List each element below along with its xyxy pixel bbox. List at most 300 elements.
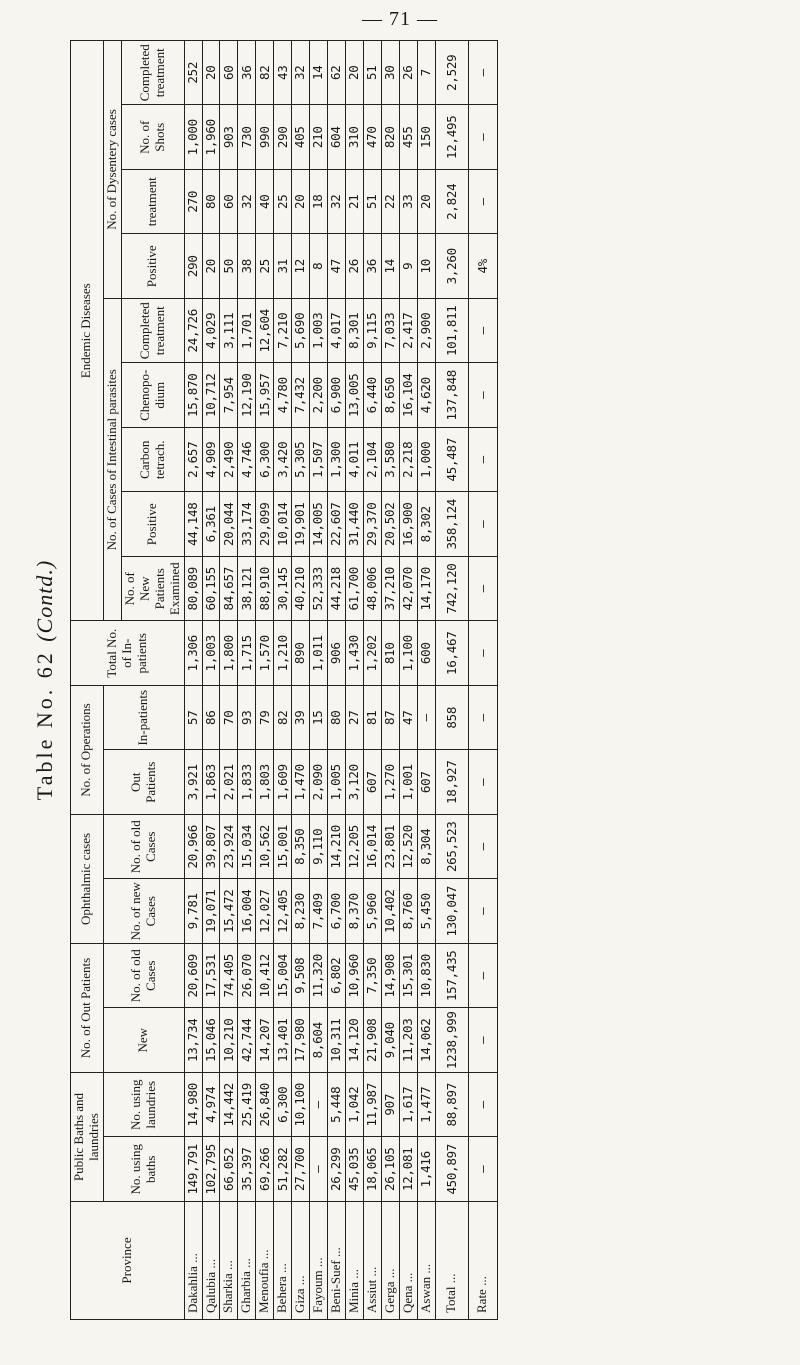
cell-d-pos: 9 [399,234,417,299]
cell-d-treat: 80 [202,170,220,235]
cell-op-out: 2,090 [310,750,328,815]
cell-op-in: 86 [202,686,220,751]
cell-npe: — [468,557,497,622]
cell-carbon: 4,909 [202,428,220,493]
cell-pos: 22,607 [328,492,346,557]
cell-oph-new: 16,004 [238,879,256,944]
cell-op-out: 1,005 [328,750,346,815]
cell-d-pos: 25 [256,234,274,299]
cell-npe: 80,089 [184,557,202,622]
cell-inpat: 1,210 [274,621,292,686]
table-row [328,41,346,1320]
cell-inpat: 1,800 [220,621,238,686]
cell-baths: 450,897 [435,1137,468,1202]
cell-op-out: 607 [417,750,435,815]
cell-npe: 40,210 [292,557,310,622]
cell-d-treat: 33 [399,170,417,235]
header-old-cases-2: No. of old Cases [103,815,184,880]
cell-op-out: 2,021 [220,750,238,815]
cell-old: 10,960 [346,944,364,1009]
header-using-baths: No. using baths [103,1137,184,1202]
cell-npe: 61,700 [346,557,364,622]
header-new-patients-examined: No. of New Patients Examined [121,557,184,622]
header-intestinal: No. of Cases of Intestinal parasites [103,299,121,622]
cell-laundries: 11,987 [363,1073,381,1138]
cell-inpat: 600 [417,621,435,686]
cell-oph-old: 16,014 [363,815,381,880]
cell-pos: 20,502 [381,492,399,557]
cell-baths: 51,282 [274,1137,292,1202]
cell-op-in: 15 [310,686,328,751]
cell-old: 10,412 [256,944,274,1009]
cell-shots: 12,495 [435,105,468,170]
cell-d-pos: 12 [292,234,310,299]
cell-op-out: 607 [363,750,381,815]
header-province: Province [71,1202,185,1320]
cell-carbon: 2,490 [220,428,238,493]
cell-op-out: — [468,750,497,815]
cell-oph-old: 10,562 [256,815,274,880]
table-caption [24,40,66,1320]
cell-baths: 66,052 [220,1137,238,1202]
cell-inpat: 1,100 [399,621,417,686]
cell-d-complete: 7 [417,41,435,106]
cell-laundries: 6,300 [274,1073,292,1138]
cell-op-in: 82 [274,686,292,751]
province-cell: Giza ... [292,1202,310,1320]
cell-new: 13,734 [184,1008,202,1073]
cell-new: 8,604 [310,1008,328,1073]
province-cell: Rate ... [468,1202,497,1320]
cell-shots: 990 [256,105,274,170]
cell-shots: 455 [399,105,417,170]
table-row [381,41,399,1320]
cell-d-pos: 31 [274,234,292,299]
cell-oph-new: 8,760 [399,879,417,944]
cell-inpat: 1,011 [310,621,328,686]
cell-d-treat: 2,824 [435,170,468,235]
cell-laundries: 4,974 [202,1073,220,1138]
cell-d-treat: 32 [328,170,346,235]
header-op-out: Out Patients [103,750,184,815]
cell-laundries: 14,980 [184,1073,202,1138]
cell-old: 10,830 [417,944,435,1009]
cell-d-pos: 50 [220,234,238,299]
table-row [310,41,328,1320]
cell-old: 11,320 [310,944,328,1009]
cell-oph-old: 14,210 [328,815,346,880]
cell-baths: 35,397 [238,1137,256,1202]
table-title-contd: (Contd.) [32,559,57,642]
cell-carbon: 2,657 [184,428,202,493]
cell-op-out: 3,120 [346,750,364,815]
province-cell: Dakahlia ... [184,1202,202,1320]
cell-shots: 903 [220,105,238,170]
cell-carbon: 6,300 [256,428,274,493]
cell-carbon: 1,000 [417,428,435,493]
cell-cheno: 4,780 [274,363,292,428]
cell-inpat: — [468,621,497,686]
cell-laundries: 25,419 [238,1073,256,1138]
cell-d-complete: 32 [292,41,310,106]
cell-d-complete: 14 [310,41,328,106]
cell-carbon: 1,507 [310,428,328,493]
header-carbon: Carbon tetrach. [121,428,184,493]
cell-d-treat: 25 [274,170,292,235]
cell-complete: 1,003 [310,299,328,364]
cell-complete: 101,811 [435,299,468,364]
cell-d-complete: 62 [328,41,346,106]
cell-op-out: 1,803 [256,750,274,815]
cell-new: 10,311 [328,1008,346,1073]
cell-d-pos: 14 [381,234,399,299]
cell-d-pos: 26 [346,234,364,299]
province-cell: Qena ... [399,1202,417,1320]
cell-d-complete: 51 [363,41,381,106]
cell-old: — [468,944,497,1009]
cell-d-treat: 60 [220,170,238,235]
cell-op-in: 81 [363,686,381,751]
cell-inpat: 1,003 [202,621,220,686]
table-row [202,41,220,1320]
cell-npe: 37,210 [381,557,399,622]
cell-new: — [468,1008,497,1073]
header-total-in-patients: Total No. of In-patients [71,621,185,686]
cell-old: 26,070 [238,944,256,1009]
cell-baths: 45,035 [346,1137,364,1202]
cell-d-pos: 10 [417,234,435,299]
cell-new: 10,210 [220,1008,238,1073]
cell-inpat: 1,202 [363,621,381,686]
cell-shots: 730 [238,105,256,170]
cell-d-treat: 40 [256,170,274,235]
province-cell: Gharbia ... [238,1202,256,1320]
cell-old: 20,609 [184,944,202,1009]
cell-op-out: 1,470 [292,750,310,815]
cell-d-complete: — [468,41,497,106]
cell-npe: 14,170 [417,557,435,622]
cell-cheno: 6,900 [328,363,346,428]
cell-baths: 149,791 [184,1137,202,1202]
table-row [468,41,497,1320]
cell-carbon: 45,487 [435,428,468,493]
table-body [184,41,497,1320]
cell-oph-new: 5,960 [363,879,381,944]
cell-d-pos: 47 [328,234,346,299]
cell-op-in: 70 [220,686,238,751]
cell-complete: 4,029 [202,299,220,364]
cell-baths: 69,266 [256,1137,274,1202]
cell-op-out: 1,270 [381,750,399,815]
cell-oph-new: 15,472 [220,879,238,944]
cell-oph-old: 20,966 [184,815,202,880]
cell-op-in: 39 [292,686,310,751]
cell-d-pos: 4% [468,234,497,299]
province-cell: Total ... [435,1202,468,1320]
cell-d-complete: 20 [202,41,220,106]
table-row [220,41,238,1320]
cell-carbon: 2,218 [399,428,417,493]
table-row [417,41,435,1320]
cell-oph-new: 19,071 [202,879,220,944]
cell-baths: 12,081 [399,1137,417,1202]
cell-inpat: 1,570 [256,621,274,686]
cell-oph-old: 39,807 [202,815,220,880]
cell-shots: 210 [310,105,328,170]
cell-cheno: 6,440 [363,363,381,428]
cell-complete: 5,690 [292,299,310,364]
header-completed: Completed treatment [121,299,184,364]
cell-npe: 38,121 [238,557,256,622]
cell-old: 15,004 [274,944,292,1009]
cell-complete: 7,210 [274,299,292,364]
cell-new: 15,046 [202,1008,220,1073]
cell-op-out: 1,833 [238,750,256,815]
cell-op-in: 47 [399,686,417,751]
cell-oph-new: 5,450 [417,879,435,944]
cell-d-complete: 43 [274,41,292,106]
cell-oph-new: — [468,879,497,944]
cell-carbon: 3,420 [274,428,292,493]
cell-oph-old: 8,304 [417,815,435,880]
cell-laundries: 10,100 [292,1073,310,1138]
cell-d-pos: 3,260 [435,234,468,299]
cell-inpat: 890 [292,621,310,686]
cell-d-pos: 20 [202,234,220,299]
cell-new: 13,401 [274,1008,292,1073]
cell-oph-old: 23,801 [381,815,399,880]
cell-op-in: — [417,686,435,751]
cell-new: 14,207 [256,1008,274,1073]
province-cell: Assiut ... [363,1202,381,1320]
cell-op-out: 1,001 [399,750,417,815]
cell-baths: 26,299 [328,1137,346,1202]
cell-carbon: — [468,428,497,493]
cell-pos: 14,005 [310,492,328,557]
cell-pos: 29,370 [363,492,381,557]
cell-op-in: 80 [328,686,346,751]
cell-d-pos: 36 [363,234,381,299]
cell-oph-new: 6,700 [328,879,346,944]
header-ophthalmic: Ophthalmic cases [71,815,104,944]
cell-shots: 604 [328,105,346,170]
cell-complete: 2,900 [417,299,435,364]
cell-op-out: 1,609 [274,750,292,815]
table-row [292,41,310,1320]
header-dysentery: No. of Dysentery cases [103,41,121,299]
header-op-in: In-patients [103,686,184,751]
cell-op-in: 93 [238,686,256,751]
cell-cheno: 8,650 [381,363,399,428]
cell-op-in: 858 [435,686,468,751]
cell-new: 11,203 [399,1008,417,1073]
cell-laundries: 5,448 [328,1073,346,1138]
cell-d-treat: 51 [363,170,381,235]
cell-shots: 405 [292,105,310,170]
cell-d-complete: 30 [381,41,399,106]
cell-npe: 42,070 [399,557,417,622]
table-row [346,41,364,1320]
cell-shots: 820 [381,105,399,170]
cell-cheno: 15,870 [184,363,202,428]
cell-d-complete: 60 [220,41,238,106]
cell-new: 17,980 [292,1008,310,1073]
cell-cheno: 13,005 [346,363,364,428]
cell-baths: 27,700 [292,1137,310,1202]
cell-op-in: 79 [256,686,274,751]
cell-complete: 2,417 [399,299,417,364]
cell-cheno: 10,712 [202,363,220,428]
cell-oph-old: 15,001 [274,815,292,880]
cell-npe: 48,006 [363,557,381,622]
cell-oph-new: 130,047 [435,879,468,944]
cell-old: 157,435 [435,944,468,1009]
cell-d-pos: 290 [184,234,202,299]
cell-new: 42,744 [238,1008,256,1073]
cell-d-complete: 2,529 [435,41,468,106]
cell-carbon: 4,746 [238,428,256,493]
cell-inpat: 810 [381,621,399,686]
cell-baths: — [468,1137,497,1202]
cell-oph-old: 23,924 [220,815,238,880]
cell-old: 6,802 [328,944,346,1009]
cell-oph-new: 12,027 [256,879,274,944]
cell-pos: 6,361 [202,492,220,557]
cell-d-complete: 26 [399,41,417,106]
cell-cheno: 16,104 [399,363,417,428]
header-endemic: Endemic Diseases [71,41,104,622]
cell-complete: 3,111 [220,299,238,364]
cell-pos: 44,148 [184,492,202,557]
table-row [184,41,202,1320]
cell-complete: 24,726 [184,299,202,364]
cell-npe: 84,657 [220,557,238,622]
province-cell: Sharkia ... [220,1202,238,1320]
cell-shots: 310 [346,105,364,170]
cell-pos: 19,901 [292,492,310,557]
cell-baths: 1,416 [417,1137,435,1202]
cell-inpat: 1,306 [184,621,202,686]
cell-baths: 102,795 [202,1137,220,1202]
cell-op-out: 1,863 [202,750,220,815]
cell-oph-old: 12,205 [346,815,364,880]
cell-pos: 33,174 [238,492,256,557]
header-new: New [103,1008,184,1073]
cell-complete: 8,301 [346,299,364,364]
cell-carbon: 2,104 [363,428,381,493]
province-cell: Beni-Suef ... [328,1202,346,1320]
header-old-cases: No. of old Cases [103,944,184,1009]
cell-npe: 88,910 [256,557,274,622]
table-row [435,41,468,1320]
cell-npe: 44,218 [328,557,346,622]
cell-shots: — [468,105,497,170]
table-row [274,41,292,1320]
cell-d-treat: — [468,170,497,235]
cell-oph-old: 12,520 [399,815,417,880]
cell-pos: 358,124 [435,492,468,557]
header-positive-2: Positive [121,234,184,299]
cell-inpat: 906 [328,621,346,686]
province-cell: Aswan ... [417,1202,435,1320]
cell-laundries: 26,840 [256,1073,274,1138]
province-cell: Menoufia ... [256,1202,274,1320]
header-chenopodium: Chenopo-dium [121,363,184,428]
statistics-table [70,40,498,1320]
cell-laundries: 88,897 [435,1073,468,1138]
cell-d-treat: 20 [417,170,435,235]
cell-old: 7,350 [363,944,381,1009]
cell-pos: 20,044 [220,492,238,557]
header-out-patients: No. of Out Patients [71,944,104,1073]
cell-carbon: 3,580 [381,428,399,493]
cell-laundries: — [468,1073,497,1138]
cell-complete: 1,701 [238,299,256,364]
cell-shots: 470 [363,105,381,170]
table-row [363,41,381,1320]
header-shots: No. of Shots [121,105,184,170]
cell-complete: — [468,299,497,364]
cell-oph-old: 15,034 [238,815,256,880]
cell-d-treat: 21 [346,170,364,235]
cell-laundries: — [310,1073,328,1138]
cell-oph-new: 12,405 [274,879,292,944]
cell-d-treat: 18 [310,170,328,235]
cell-oph-old: — [468,815,497,880]
header-public-baths: Public Baths and laundries [71,1073,104,1202]
cell-oph-old: 9,110 [310,815,328,880]
table-title: Table No. 62 [32,650,57,801]
cell-npe: 30,145 [274,557,292,622]
cell-complete: 7,033 [381,299,399,364]
cell-carbon: 4,011 [346,428,364,493]
province-cell: Minia ... [346,1202,364,1320]
cell-npe: 60,155 [202,557,220,622]
cell-old: 15,301 [399,944,417,1009]
cell-d-pos: 38 [238,234,256,299]
cell-old: 14,908 [381,944,399,1009]
cell-new: 14,120 [346,1008,364,1073]
cell-d-complete: 20 [346,41,364,106]
cell-new: 1238,999 [435,1008,468,1073]
cell-pos: 8,302 [417,492,435,557]
header-positive: Positive [121,492,184,557]
cell-old: 17,531 [202,944,220,1009]
cell-op-in: 27 [346,686,364,751]
cell-op-in: — [468,686,497,751]
cell-inpat: 16,467 [435,621,468,686]
cell-d-complete: 82 [256,41,274,106]
cell-laundries: 1,042 [346,1073,364,1138]
cell-d-treat: 20 [292,170,310,235]
header-using-laundries: No. using laundries [103,1073,184,1138]
rotated-table-sheet [24,40,784,1320]
cell-carbon: 1,300 [328,428,346,493]
cell-new: 9,040 [381,1008,399,1073]
cell-pos: 29,099 [256,492,274,557]
cell-pos: 16,900 [399,492,417,557]
cell-old: 74,405 [220,944,238,1009]
cell-pos: 31,440 [346,492,364,557]
cell-inpat: 1,430 [346,621,364,686]
cell-oph-new: 8,370 [346,879,364,944]
province-cell: Fayoum ... [310,1202,328,1320]
cell-complete: 4,017 [328,299,346,364]
cell-new: 14,062 [417,1008,435,1073]
cell-op-in: 57 [184,686,202,751]
cell-npe: 52,333 [310,557,328,622]
cell-d-treat: 270 [184,170,202,235]
